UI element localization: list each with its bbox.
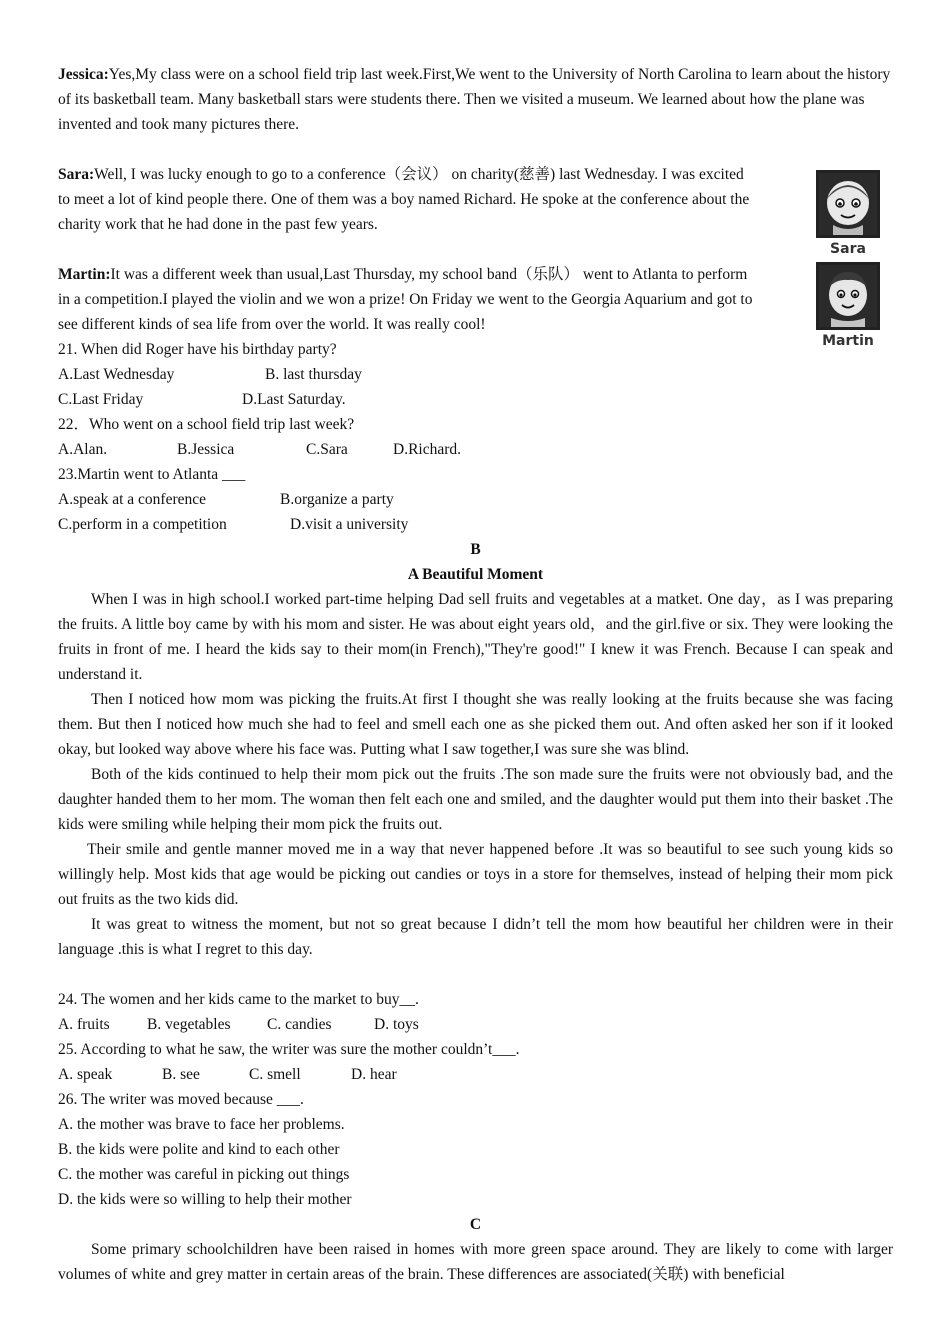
question-25-stem: 25. According to what he saw, the writer was sure the mother couldn’t___. xyxy=(58,1041,520,1058)
sara-portrait xyxy=(808,170,888,258)
option[interactable]: B.Jessica xyxy=(177,441,235,458)
question-22-options-row xyxy=(58,437,893,462)
question-24-stem: 24. The women and her kids came to the market to buy__. xyxy=(58,991,419,1008)
girl-portrait-icon xyxy=(816,170,880,238)
option[interactable]: D. hear xyxy=(351,1066,397,1083)
martin-statement xyxy=(58,262,758,337)
option[interactable]: D.visit a university xyxy=(290,516,409,533)
option[interactable]: C.Last Friday xyxy=(58,391,144,408)
option[interactable]: B. see xyxy=(162,1066,200,1083)
boy-portrait-icon xyxy=(816,262,880,330)
question-26-stem: 26. The writer was moved because ___. xyxy=(58,1091,304,1108)
option[interactable]: B.organize a party xyxy=(280,491,394,508)
speaker-name: Jessica: xyxy=(58,66,109,83)
question-23-options-row-1 xyxy=(58,487,893,512)
option[interactable]: C.Sara xyxy=(306,441,348,458)
question-21-options-row-2 xyxy=(58,387,893,412)
document-page xyxy=(58,62,893,1287)
passage-b-paragraph: Then I noticed how mom was picking the fruits.At first I thought she was really looking at the fruits because she was facing them. But then I noticed how much she had to feel and smell each one as she picked them out. And often asked her son if it looked okay, but looked way above where his face was. Putting what I saw together,I was sure she was blind. xyxy=(58,691,893,758)
question-24-options-row xyxy=(58,1012,893,1037)
avatar-label: Martin xyxy=(822,333,874,349)
option[interactable]: C. smell xyxy=(249,1066,301,1083)
option[interactable]: D. toys xyxy=(374,1016,419,1033)
option[interactable]: B. last thursday xyxy=(265,366,362,383)
speaker-text: It was a different week than usual,Last Thursday, my school band（乐队） went to Atlanta to perform in a competition.I played the violin and we won a prize! On Friday we went to the Georgia Aquarium and got to see different kinds of sea life from over the world. It was really cool! xyxy=(58,266,753,333)
option[interactable]: D. the kids were so willing to help their mother xyxy=(58,1191,352,1208)
option[interactable]: D.Richard. xyxy=(393,441,462,458)
question-25-options-row xyxy=(58,1062,893,1087)
portrait-column xyxy=(808,170,888,354)
option[interactable]: C. candies xyxy=(267,1016,332,1033)
option[interactable]: B. the kids were polite and kind to each other xyxy=(58,1141,340,1158)
question-22-stem: 22．Who went on a school field trip last week? xyxy=(58,416,355,433)
question-21-options-row-1 xyxy=(58,362,893,387)
passage-c-paragraph: Some primary schoolchildren have been raised in homes with more green space around. They are likely to come with larger volumes of white and grey matter in certain areas of the brain. These differences are associated(关联) with beneficial xyxy=(58,1241,893,1283)
speaker-text: Yes,My class were on a school field trip last week.First,We went to the University of North Carolina to learn about the history of its basketball team. Many basketball stars were students there. Then we visited a museum. We learned about how the plane was invented and took many pictures there. xyxy=(58,66,891,133)
option[interactable]: A. the mother was brave to face her problems. xyxy=(58,1116,345,1133)
passage-b-paragraph: It was great to witness the moment, but not so great because I didn’t tell the mom how beautiful her children were in their language .this is what I regret to this day. xyxy=(58,916,893,958)
question-23-stem: 23.Martin went to Atlanta ___ xyxy=(58,466,246,483)
option[interactable]: A.Last Wednesday xyxy=(58,366,175,383)
question-23-options-row-2 xyxy=(58,512,893,537)
speaker-name: Sara: xyxy=(58,166,95,183)
sara-statement xyxy=(58,162,758,237)
option[interactable]: B. vegetables xyxy=(147,1016,231,1033)
avatar-label: Sara xyxy=(830,241,866,257)
speaker-name: Martin: xyxy=(58,266,111,283)
option[interactable]: A. speak xyxy=(58,1066,113,1083)
passage-b-paragraph: Both of the kids continued to help their mom pick out the fruits .The son made sure the fruits were not obviously bad, and the daughter handed them to her mom. The woman then felt each one and smiled, and the daughter would put them into their basket .The kids were smiling while helping their mom pick the fruits out. xyxy=(58,766,893,833)
jessica-statement xyxy=(58,62,893,137)
section-b-heading: B xyxy=(470,541,481,558)
passage-b-title: A Beautiful Moment xyxy=(407,566,544,583)
option[interactable]: A.speak at a conference xyxy=(58,491,207,508)
passage-b-paragraph: When I was in high school.I worked part-time helping Dad sell fruits and vegetables at a matket. One day，as I was preparing the fruits. A little boy came by with his mom and sister. He was about eight years old，and the girl.five or six. They were looking the fruits in front of me. I heard the kids say to their mom(in French),"They're good!" I knew it was French. Because I can speak and understand it. xyxy=(58,591,893,683)
section-c-heading: C xyxy=(469,1216,482,1233)
passage-b-paragraph: Their smile and gentle manner moved me in a way that never happened before .It was so beautiful to see such young kids so willingly help. Most kids that age would be picking out candies or toys in a store for themselves, instead of helping their mom pick out fruits as the two kids did. xyxy=(58,841,893,908)
speaker-text: Well, I was lucky enough to go to a conference（会议） on charity(慈善) last Wednesday. I was excited to meet a lot of kind people there. One of them was a boy named Richard. He spoke at the conference about the charity work that he had done in the past few years. xyxy=(58,166,750,233)
martin-portrait xyxy=(808,262,888,350)
option[interactable]: C. the mother was careful in picking out things xyxy=(58,1166,350,1183)
option[interactable]: D.Last Saturday. xyxy=(242,391,346,408)
question-21-stem: 21. When did Roger have his birthday party? xyxy=(58,341,337,358)
option[interactable]: A. fruits xyxy=(58,1016,110,1033)
option[interactable]: C.perform in a competition xyxy=(58,516,227,533)
option[interactable]: A.Alan. xyxy=(58,441,108,458)
